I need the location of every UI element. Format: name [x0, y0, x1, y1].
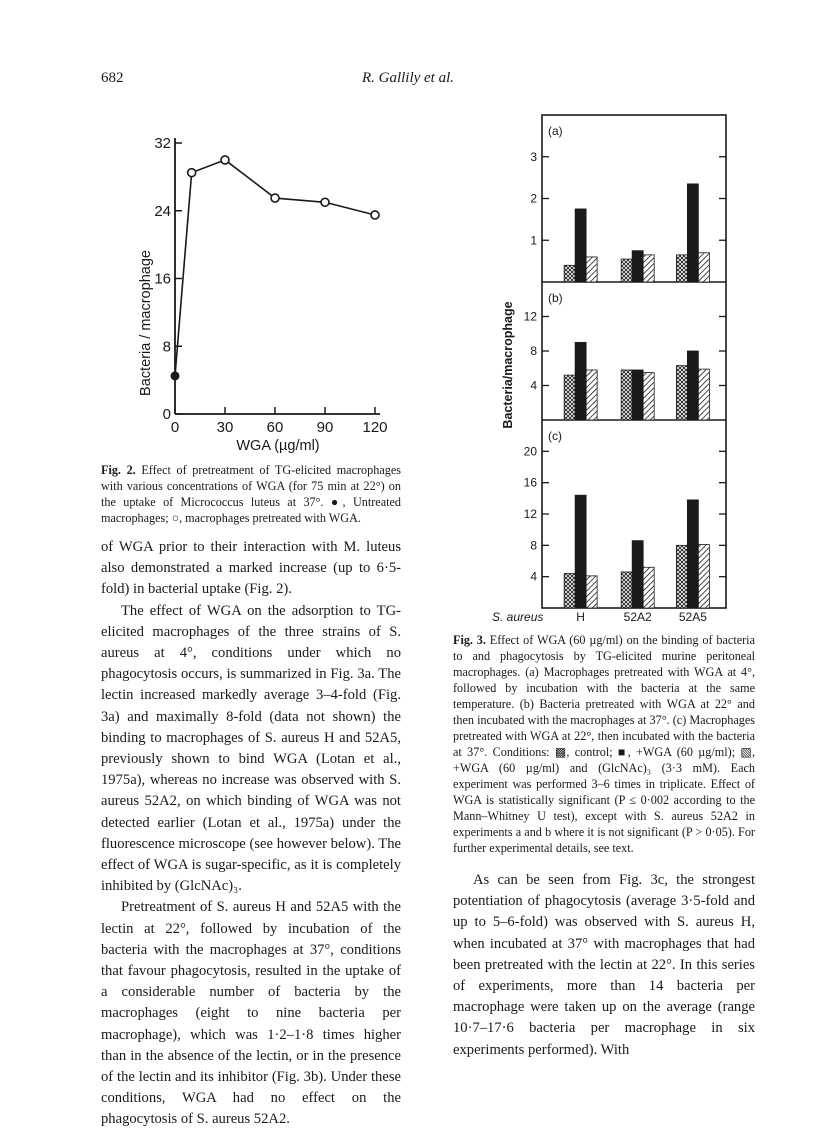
fig3-bar: [586, 370, 597, 420]
fig3-bar: [698, 369, 709, 420]
fig3-panel-label: (a): [548, 124, 563, 138]
fig3-bar: [575, 495, 586, 608]
fig2-y-tick-label: 16: [154, 270, 171, 288]
fig3-bar: [564, 375, 575, 420]
fig3-y-tick-label: 3: [530, 149, 537, 164]
fig3-bar: [621, 572, 632, 608]
fig3-bar: [632, 251, 643, 282]
fig3-bar: [643, 567, 654, 608]
fig2-point-filled: [171, 371, 180, 380]
fig3-bar: [676, 366, 687, 420]
fig3-bar: [676, 255, 687, 282]
fig3-bar: [698, 253, 709, 282]
fig2-x-tick-label: 90: [316, 419, 334, 436]
fig3-bar: [564, 265, 575, 282]
fig3-bar: [687, 500, 698, 608]
fig3-bar: [643, 373, 654, 420]
fig3-bar: [632, 541, 643, 608]
fig3-bar-chart: [490, 110, 750, 640]
fig3-y-tick-label: 4: [530, 569, 537, 584]
paragraph: The effect of WGA on the adsorption to TG-elicited macrophages of the three strains of S. aureus at 4°, conditions under which no phagocytosis occurs, is summarized in Fig. 3a. The lectin increased markedly average 3–4-fold (Fig. 3a) and maximally 8-fold (data not shown) the binding to macrophages of S. aureus H and 52A5, previously shown to bind WGA (Lotan et al., 1975a), whereas no increase was observed with S. aureus 52A2, on which binding of WGA was not detected earlier (Lotan et al., 1975a) under the fluorescence microscope (see however below). The effect of WGA is sugar-specific, as it is completely inhibited by (GlcNAc)₃.: [101, 602, 401, 895]
fig2-caption-label: Fig. 2.: [101, 463, 136, 477]
fig2-y-tick-label: 24: [154, 202, 171, 220]
paragraph: Pretreatment of S. aureus H and 52A5 with the lectin at 22°, followed by incubation of the bacteria with the macrophages at 37°, conditions that favour phagocytosis, resulted in the uptake of a considerable number of bacteria by the macrophages (eight to nine bacteria per macrophage), which was 1·2–1·8 times higher than in the absence of the lectin, or in the presence of the lectin and its inhibitor (Fig. 3b). Under these conditions, WGA had no effect on the phagocytosis of S. aureus 52A2.: [101, 899, 401, 1128]
fig2-x-ticks: [171, 407, 388, 436]
fig3-bar: [575, 209, 586, 282]
fig3-category-labels: [576, 610, 707, 624]
fig3-y-tick-label: 12: [523, 507, 537, 521]
fig3-panel-a: [530, 124, 726, 282]
fig3-bar: [632, 370, 643, 420]
fig2-points: [171, 156, 380, 380]
fig3-y-tick-label: 12: [523, 309, 537, 324]
fig2-x-tick-label: 60: [266, 419, 284, 436]
fig2-series-line: [175, 160, 375, 376]
fig3-category-label: H: [576, 610, 585, 624]
fig3-caption-text: Effect of WGA (60 µg/ml) on the binding of bacteria to and phagocytosis by TG-elicited murine peritoneal macrophages. (a) Macrophages pretreated with WGA at 4°, followed by incubation with the bacteria at the same temperature. (b) Bacteria pretreated with WGA at 22° and then incubated with the macrophages at 37°. (c) Macrophages pretreated with WGA at 22°, then incubated with the bacteria at 37°. Conditions: ▩, control; ■, +WGA (60 µg/ml); ▧, +WGA (60 µg/ml) and (GlcNAc)₃ (3·3 mM). Each experiment was performed 3–6 times in triplicate. Effect of WGA is statistically significant (P ≤ 0·002 according to the Mann–Whitney U test), except with S. aureus 52A2 in experiments a and b where it is not significant (P > 0·05). For further experimental details, see text.: [453, 633, 755, 855]
fig2-point-open: [371, 211, 379, 219]
fig2-y-tick-label: 8: [162, 338, 171, 356]
fig3-strain-label: S. aureus: [492, 610, 544, 624]
fig3-bar: [621, 259, 632, 282]
right-column-text: [453, 870, 755, 1061]
fig3-panel-label: (b): [548, 291, 563, 305]
fig2-point-open: [271, 194, 279, 202]
fig2-line-chart: [120, 108, 420, 458]
fig3-panel-c: [524, 429, 726, 608]
fig2-caption-text: Effect of pretreatment of TG-elicited macrophages with various concentrations of WGA (for 75 min at 22°) on the uptake of Micrococcus luteus at 37°. ●, Untreated macrophages; ○, macrophages pretreated with WGA.: [101, 463, 401, 525]
fig3-y-tick-label: 4: [530, 378, 537, 393]
fig3-panels: [524, 124, 726, 608]
fig3-category-label: 52A5: [678, 610, 707, 624]
fig2-x-tick-label: 0: [170, 419, 180, 436]
fig2-point-open: [188, 169, 196, 177]
fig3-bar: [586, 257, 597, 282]
fig2-x-tick-label: 120: [362, 419, 388, 436]
fig3-bar: [687, 184, 698, 282]
fig2-y-ticks: [154, 135, 182, 423]
fig3-panel-label: (c): [548, 429, 562, 443]
fig3-bar: [621, 370, 632, 420]
fig3-y-axis-label: Bacteria/macrophage: [501, 301, 515, 429]
fig3-y-tick-label: 16: [523, 475, 537, 490]
fig3-caption-label: Fig. 3.: [453, 633, 486, 647]
fig3-y-tick-label: 8: [530, 538, 537, 553]
fig3-bar: [698, 545, 709, 608]
running-head: R. Gallily et al.: [361, 70, 455, 86]
fig3-bar: [575, 342, 586, 420]
paragraph: of WGA prior to their interaction with M. luteus also demonstrated a marked increase (up to 6·5-fold) in bacterial uptake (Fig. 2).: [101, 539, 401, 598]
fig3-caption: [453, 632, 755, 856]
fig3-y-tick-label: 2: [530, 191, 537, 206]
fig2-caption: [101, 462, 401, 526]
fig3-category-label: 52A2: [623, 610, 652, 624]
fig3-y-tick-label: 20: [523, 444, 537, 459]
fig2-y-axis-label: Bacteria / macrophage: [138, 250, 154, 396]
fig2-x-tick-label: 30: [216, 419, 234, 436]
fig3-panel-b: [524, 291, 726, 420]
paragraph: As can be seen from Fig. 3c, the strongest potentiation of phagocytosis (average 3·5-fold and up to 5–6-fold) was observed with S. aureus H, when incubated at 37° with macrophages that had been pretreated with the lectin at 22°. In this series of experiments, more than 14 bacteria per macrophage were taken up on the average (range 10·7–17·6 bacteria per macrophage in six experiments performed). With: [453, 872, 755, 1058]
fig2-point-open: [321, 198, 329, 206]
fig3-bar: [643, 255, 654, 282]
fig3-bar: [586, 576, 597, 608]
fig3-bar: [564, 574, 575, 608]
fig2-point-open: [221, 156, 229, 164]
page-number: 682: [101, 70, 124, 86]
left-column-text: [101, 537, 401, 1131]
fig3-y-tick-label: 8: [530, 344, 537, 358]
fig3-bar: [676, 545, 687, 608]
fig2-y-tick-label: 32: [154, 135, 171, 152]
fig2-y-tick-label: 0: [162, 406, 171, 423]
fig3-bar: [687, 351, 698, 420]
fig2-axes: [175, 138, 380, 414]
fig3-y-tick-label: 1: [530, 233, 537, 248]
fig2-x-axis-label: WGA (µg/ml): [236, 438, 320, 454]
